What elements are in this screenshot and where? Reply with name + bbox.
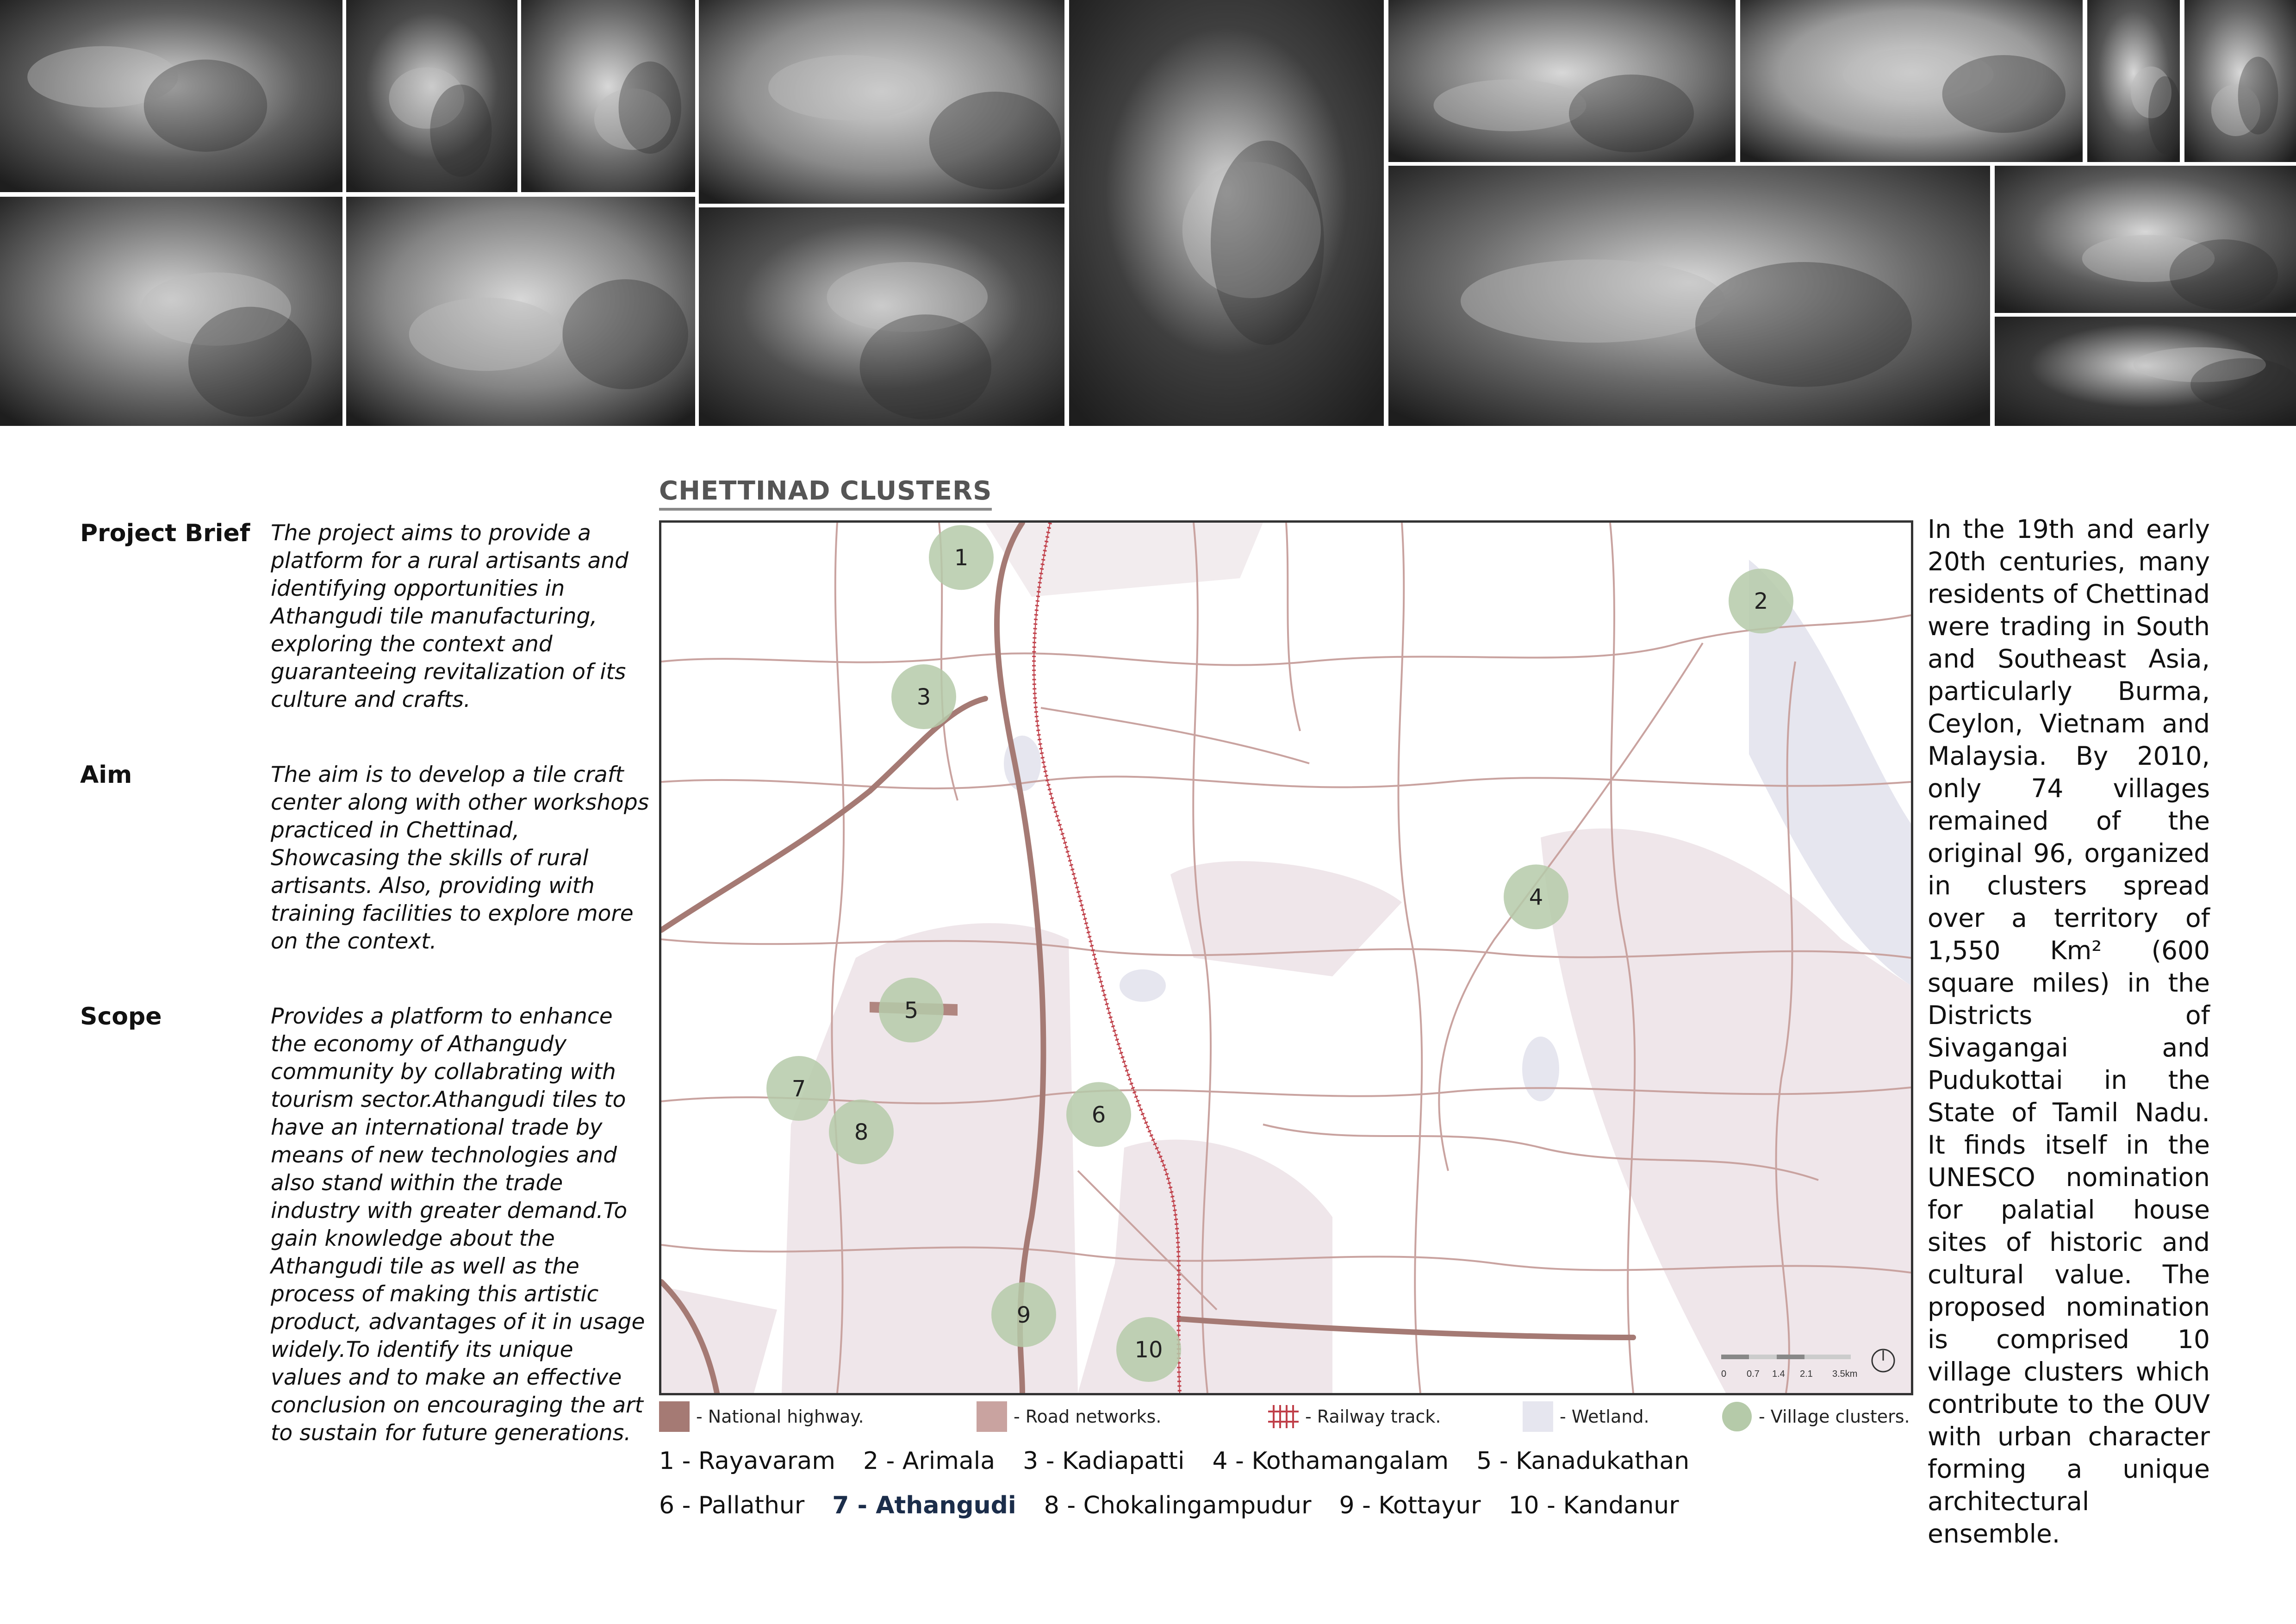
- village-cluster-label: 3: [916, 684, 931, 710]
- scale-label-4: 3.5km: [1832, 1369, 1858, 1379]
- aim-text: The aim is to develop a tile craft center along with other workshops practiced in Chettinad, Showcasing the skills of rural artisants. Also, providing with training facilities to explore more on the context.: [271, 762, 649, 954]
- legend-item: [977, 1400, 1161, 1433]
- photo-veranda-chair: [1388, 0, 1736, 162]
- scale-label-3: 2.1: [1800, 1369, 1813, 1379]
- photo-tile-mould-pouring: [0, 0, 342, 192]
- photo-tile-pattern-hand: [1740, 0, 2083, 162]
- village-cluster-label: 6: [1091, 1102, 1106, 1128]
- village-cluster-8: [829, 1099, 894, 1164]
- legend-item: [1722, 1400, 1910, 1433]
- scope-label: Scope: [80, 1003, 162, 1031]
- village-cluster-label: 10: [1134, 1337, 1163, 1363]
- legend-label: - Railway track.: [1305, 1406, 1441, 1427]
- village-cluster-3: [891, 664, 956, 729]
- landuse-areas: [661, 523, 1911, 1393]
- project-brief-label: Project Brief: [80, 519, 250, 547]
- cluster-list-item: 9 - Kottayur: [1339, 1492, 1481, 1519]
- cluster-list-row-1: [659, 1447, 1909, 1475]
- village-cluster-7: [766, 1056, 831, 1121]
- railway-icon: [1268, 1401, 1299, 1432]
- photo-worker-courtyard: [2087, 0, 2180, 162]
- village-cluster-9: [991, 1282, 1056, 1347]
- photo-ladle-in-pot: [1388, 166, 1990, 426]
- village-cluster-label: 7: [791, 1076, 806, 1102]
- village-cluster-2: [1729, 568, 1793, 633]
- photo-temple-facade: [2184, 0, 2296, 162]
- cluster-list-item: 3 - Kadiapatti: [1023, 1447, 1185, 1475]
- cluster-list-item: 5 - Kanadukathan: [1476, 1447, 1690, 1475]
- chettinad-map: [659, 520, 1913, 1395]
- village-cluster-label: 4: [1529, 884, 1543, 911]
- map-canvas: [661, 523, 1911, 1393]
- photo-large-pot-ladle: [1995, 166, 2296, 313]
- cluster-list-item: 2 - Arimala: [863, 1447, 996, 1475]
- scale-label-2: 1.4: [1772, 1369, 1785, 1379]
- village-cluster-6: [1066, 1082, 1131, 1147]
- map-title: CHETTINAD CLUSTERS: [659, 476, 992, 511]
- photo-mansion-hall: [521, 0, 695, 192]
- village-cluster-4: [1504, 864, 1568, 929]
- photo-weaving-hands: [346, 197, 695, 426]
- legend-label: - Wetland.: [1560, 1406, 1649, 1427]
- cluster-list-item: 8 - Chokalingampudur: [1044, 1492, 1312, 1519]
- village-cluster-1: [929, 525, 994, 590]
- scale-label-0: 0: [1721, 1369, 1727, 1379]
- village-cluster-label: 5: [904, 997, 919, 1024]
- legend-item: [1523, 1400, 1649, 1433]
- legend-swatch: [977, 1401, 1007, 1432]
- aim-label: Aim: [80, 761, 132, 789]
- legend-label: - Village clusters.: [1759, 1406, 1910, 1427]
- village-cluster-icon: [1722, 1401, 1752, 1432]
- photo-colour-pots: [0, 197, 342, 426]
- project-brief-text: The project aims to provide a platform for a rural artisants and identifying opportunities in Athangudi tile manufacturing, exploring the context and guaranteeing revitalization of its culture and crafts.: [271, 520, 628, 712]
- legend-swatch: [659, 1401, 690, 1432]
- scope-text: Provides a platform to enhance the economy of Athangudy community by collabrating with tourism sector.Athangudi tiles to have an international trade by means of new technologies and also stand within the trade industry with greater demand.To gain knowledge about the Athangudi tile as well as the process of making this artistic product, advantages of it in usage widely.To identify its unique values and to make an effective conclusion on encouraging the art to sustain for future generations.: [271, 1004, 645, 1446]
- village-cluster-label: 9: [1016, 1302, 1031, 1328]
- photo-flower-mould: [699, 207, 1064, 426]
- legend-item: [659, 1400, 864, 1433]
- cluster-list-item: 10 - Kandanur: [1508, 1492, 1679, 1519]
- scale-label-1: 0.7: [1747, 1369, 1760, 1379]
- cluster-list-item: 6 - Pallathur: [659, 1492, 805, 1519]
- village-cluster-5: [879, 978, 944, 1043]
- chettinad-description: In the 19th and early 20th centuries, many residents of Chettinad were trading in South and Southeast Asia, particularly Burma, Ceylon, Vietnam and Malaysia. By 2010, only 74 villages remained of the original 96, organized in clusters spread over a territory of 1,550 Km² (600 square miles) in the Districts of Sivagangai and Pudukottai in the State of Tamil Nadu. It finds itself in the UNESCO nomination for palatial house sites of historic and cultural value. The proposed nomination is comprised 10 village clusters which contribute to the OUV with urban character forming a unique architectural ensemble.: [1928, 514, 2210, 1549]
- legend-label: - National highway.: [696, 1406, 864, 1427]
- village-cluster-label: 8: [854, 1119, 869, 1145]
- village-cluster-label: 2: [1754, 588, 1768, 615]
- legend-label: - Road networks.: [1014, 1406, 1162, 1427]
- cluster-list-row-2: [659, 1492, 1909, 1519]
- photo-paint-cups: [1069, 0, 1384, 426]
- village-cluster-label: 1: [954, 545, 969, 571]
- village-cluster-10: [1116, 1317, 1181, 1382]
- photo-sand-and-bucket: [699, 0, 1064, 204]
- legend-swatch: [1523, 1401, 1553, 1432]
- cluster-list-item: 1 - Rayavaram: [659, 1447, 835, 1475]
- cluster-list-item: 7 - Athangudi: [832, 1492, 1016, 1519]
- photo-mansion-corridor: [346, 0, 517, 192]
- legend-item: [1268, 1400, 1441, 1433]
- photo-tile-laying: [1995, 317, 2296, 426]
- cluster-list-item: 4 - Kothamangalam: [1212, 1447, 1449, 1475]
